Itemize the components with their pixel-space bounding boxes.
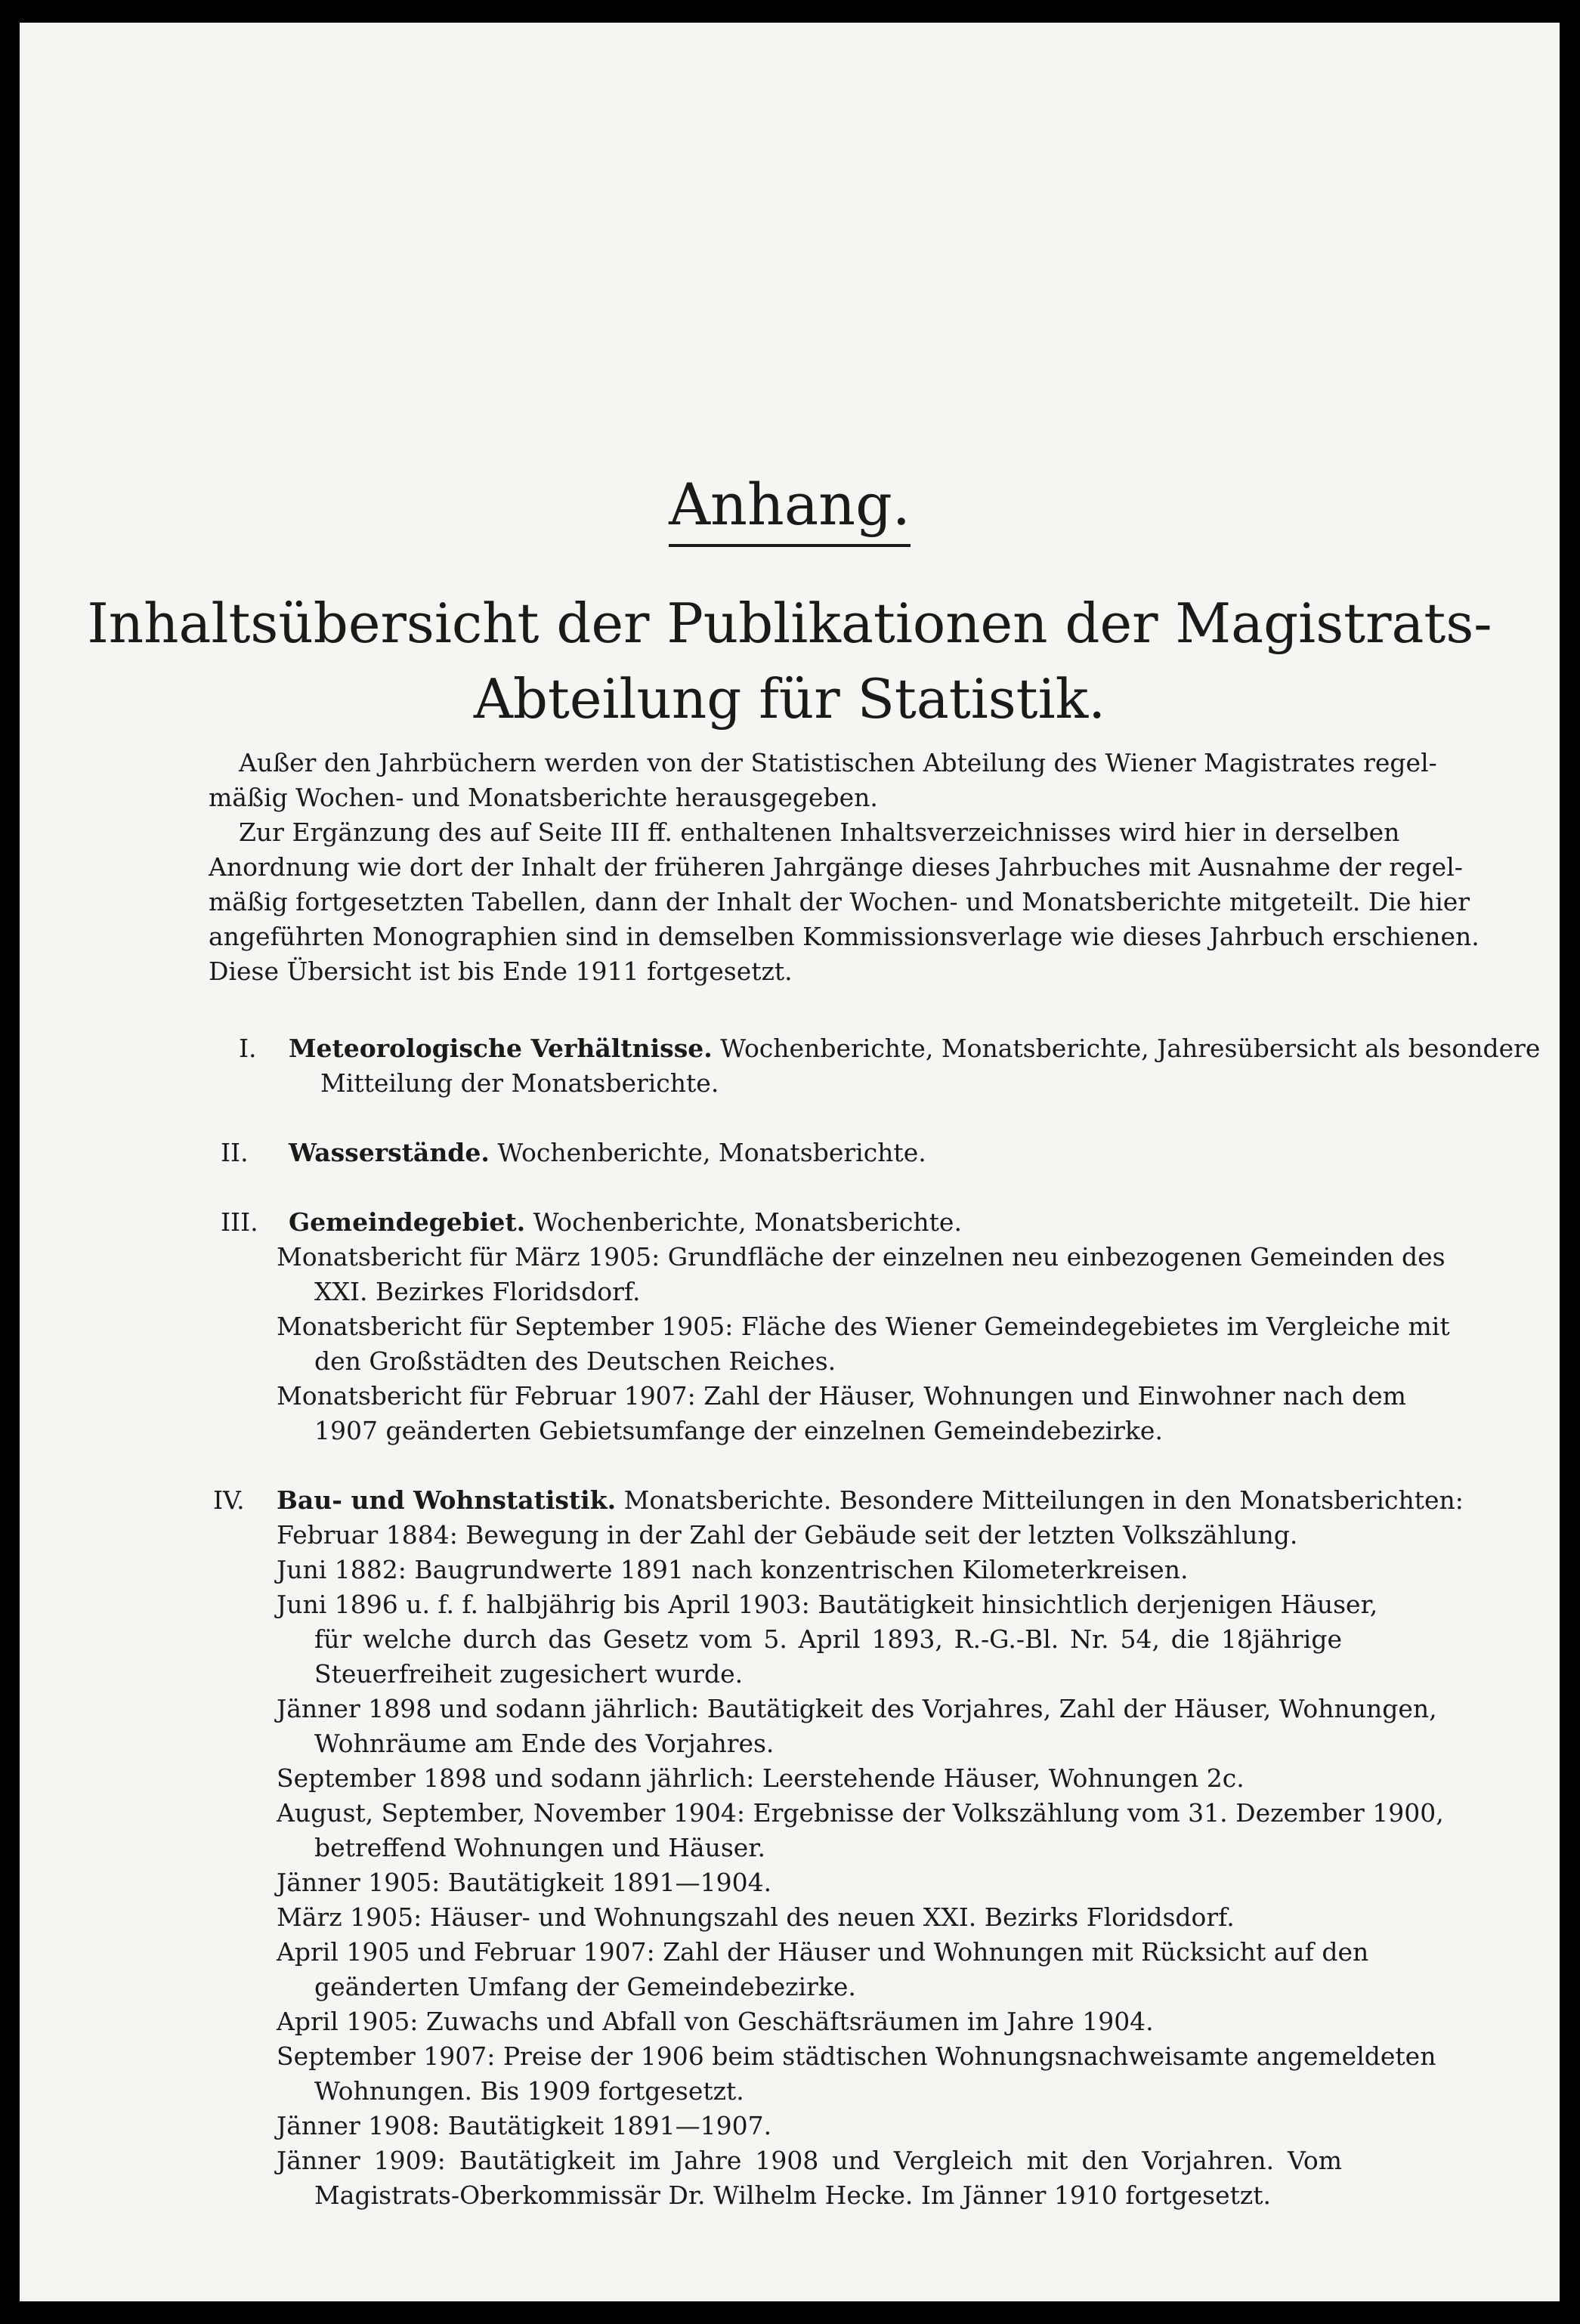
title-line-1: Inhaltsübersicht der Publikationen der Magistrats- [87,592,1492,655]
intro-line: Zur Ergänzung des auf Seite III ff. enthaltenen Inhaltsverzeichnisses wird hier in derselben [239,817,1400,847]
intro-line: Außer den Jahrbüchern werden von der Statistischen Abteilung des Wiener Magistrates regel- [239,748,1437,777]
entry-line: Februar 1884: Bewegung in der Zahl der Gebäude seit der letzten Volkszählung. [277,1520,1298,1550]
section-first-line: Monatsberichte. Besondere Mitteilungen in den Monatsberichten: [623,1485,1464,1515]
entry-line: den Großstädten des Deutschen Reiches. [314,1346,836,1376]
entry-line: März 1905: Häuser- und Wohnungszahl des neuen XXI. Bezirks Floridsdorf. [277,1902,1235,1932]
intro-line: Diese Übersicht ist bis Ende 1911 fortgesetzt. [209,956,793,986]
appendix-heading [20,471,1560,547]
entry-line: geänderten Umfang der Gemeindebezirke. [314,1972,856,2001]
section-number: II. [221,1138,249,1167]
document-title [20,586,1560,737]
section-continuation: Mitteilung der Monatsberichte. [320,1068,719,1098]
intro-line: Anordnung wie dort der Inhalt der früheren Jahrgänge dieses Jahrbuches mit Ausnahme der regel- [209,852,1463,882]
document-page [20,23,1560,2301]
entry-line: Wohnräume am Ende des Vorjahres. [314,1729,775,1758]
entry-line: Wohnungen. Bis 1909 fortgesetzt. [314,2076,744,2106]
entry-line: Jänner 1909: Bautätigkeit im Jahre 1908 und Vergleich mit den Vorjahren. Vom [277,2146,1342,2175]
entry-line: August, September, November 1904: Ergebnisse der Volkszählung vom 31. Dezember 1900, [277,1798,1444,1828]
entry-line: September 1898 und sodann jährlich: Leerstehende Häuser, Wohnungen 2c. [277,1763,1245,1793]
intro-line: mäßig fortgesetzten Tabellen, dann der Inhalt der Wochen- und Monatsberichte mitgeteilt. Die hier [209,887,1470,916]
entry-line: Jänner 1908: Bautätigkeit 1891—1907. [277,2111,772,2140]
section-heading-line [221,1136,1560,1170]
entry-line: XXI. Bezirkes Floridsdorf. [314,1277,641,1306]
entry-line: Monatsbericht für März 1905: Grundfläche der einzelnen neu einbezogenen Gemeinden des [277,1242,1445,1272]
section-first-line: Wochenberichte, Monatsberichte. [497,1138,926,1167]
section-number: I. [239,1034,257,1063]
entry-line: Magistrats-Oberkommissär Dr. Wilhelm Hecke. Im Jänner 1910 fortgesetzt. [314,2180,1272,2210]
entry-line: April 1905 und Februar 1907: Zahl der Häuser und Wohnungen mit Rücksicht auf den [277,1937,1369,1967]
section-first-line: Wochenberichte, Monatsberichte. [533,1207,962,1237]
entry-line: Jänner 1905: Bautätigkeit 1891—1904. [277,1868,772,1897]
section-number: IV. [213,1485,245,1515]
section-title: Meteorologische Verhältnisse. [289,1034,713,1063]
section-title: Bau- und Wohnstatistik. [277,1485,617,1515]
section-title: Gemeindegebiet. [289,1207,526,1237]
entry-line: Juni 1896 u. f. f. halbjährig bis April 1903: Bautätigkeit hinsichtlich derjenigen Häuser, [277,1590,1378,1619]
section-heading-line [221,1205,1560,1240]
entry-line: 1907 geänderten Gebietsumfange der einzelnen Gemeindebezirke. [314,1416,1163,1445]
entry-line: betreffend Wohnungen und Häuser. [314,1833,765,1862]
entry-line: Jänner 1898 und sodann jährlich: Bautätigkeit des Vorjahres, Zahl der Häuser, Wohnungen, [277,1694,1437,1723]
entry-line: für welche durch das Gesetz vom 5. April 1893, R.-G.-Bl. Nr. 54, die 18jährige [314,1624,1342,1654]
section-first-line: Wochenberichte, Monatsberichte, Jahresübersicht als besondere [720,1034,1541,1063]
entry-line: Monatsbericht für September 1905: Fläche des Wiener Gemeindegebietes im Vergleiche mit [277,1312,1450,1341]
section-heading-line [239,1031,1560,1066]
title-line-2: Abteilung für Statistik. [473,667,1106,731]
section-title: Wasserstände. [289,1138,490,1167]
appendix-heading-text: Anhang. [669,476,911,547]
intro-line: angeführten Monographien sind in demselben Kommissionsverlage wie dieses Jahrbuch erschienen. [209,922,1480,951]
entry-line: Monatsbericht für Februar 1907: Zahl der Häuser, Wohnungen und Einwohner nach dem [277,1381,1406,1411]
section-number: III. [221,1207,258,1237]
entry-line: April 1905: Zuwachs und Abfall von Geschäftsräumen im Jahre 1904. [277,2007,1154,2036]
entry-line: September 1907: Preise der 1906 beim städtischen Wohnungsnachweisamte angemeldeten [277,2041,1436,2071]
intro-line: mäßig Wochen- und Monatsberichte herausgegeben. [209,783,878,812]
entry-line: Steuerfreiheit zugesichert wurde. [314,1659,744,1689]
document-body [20,746,1560,2213]
section-heading-line [213,1483,1560,1518]
entry-line: Juni 1882: Baugrundwerte 1891 nach konzentrischen Kilometerkreisen. [277,1555,1189,1584]
